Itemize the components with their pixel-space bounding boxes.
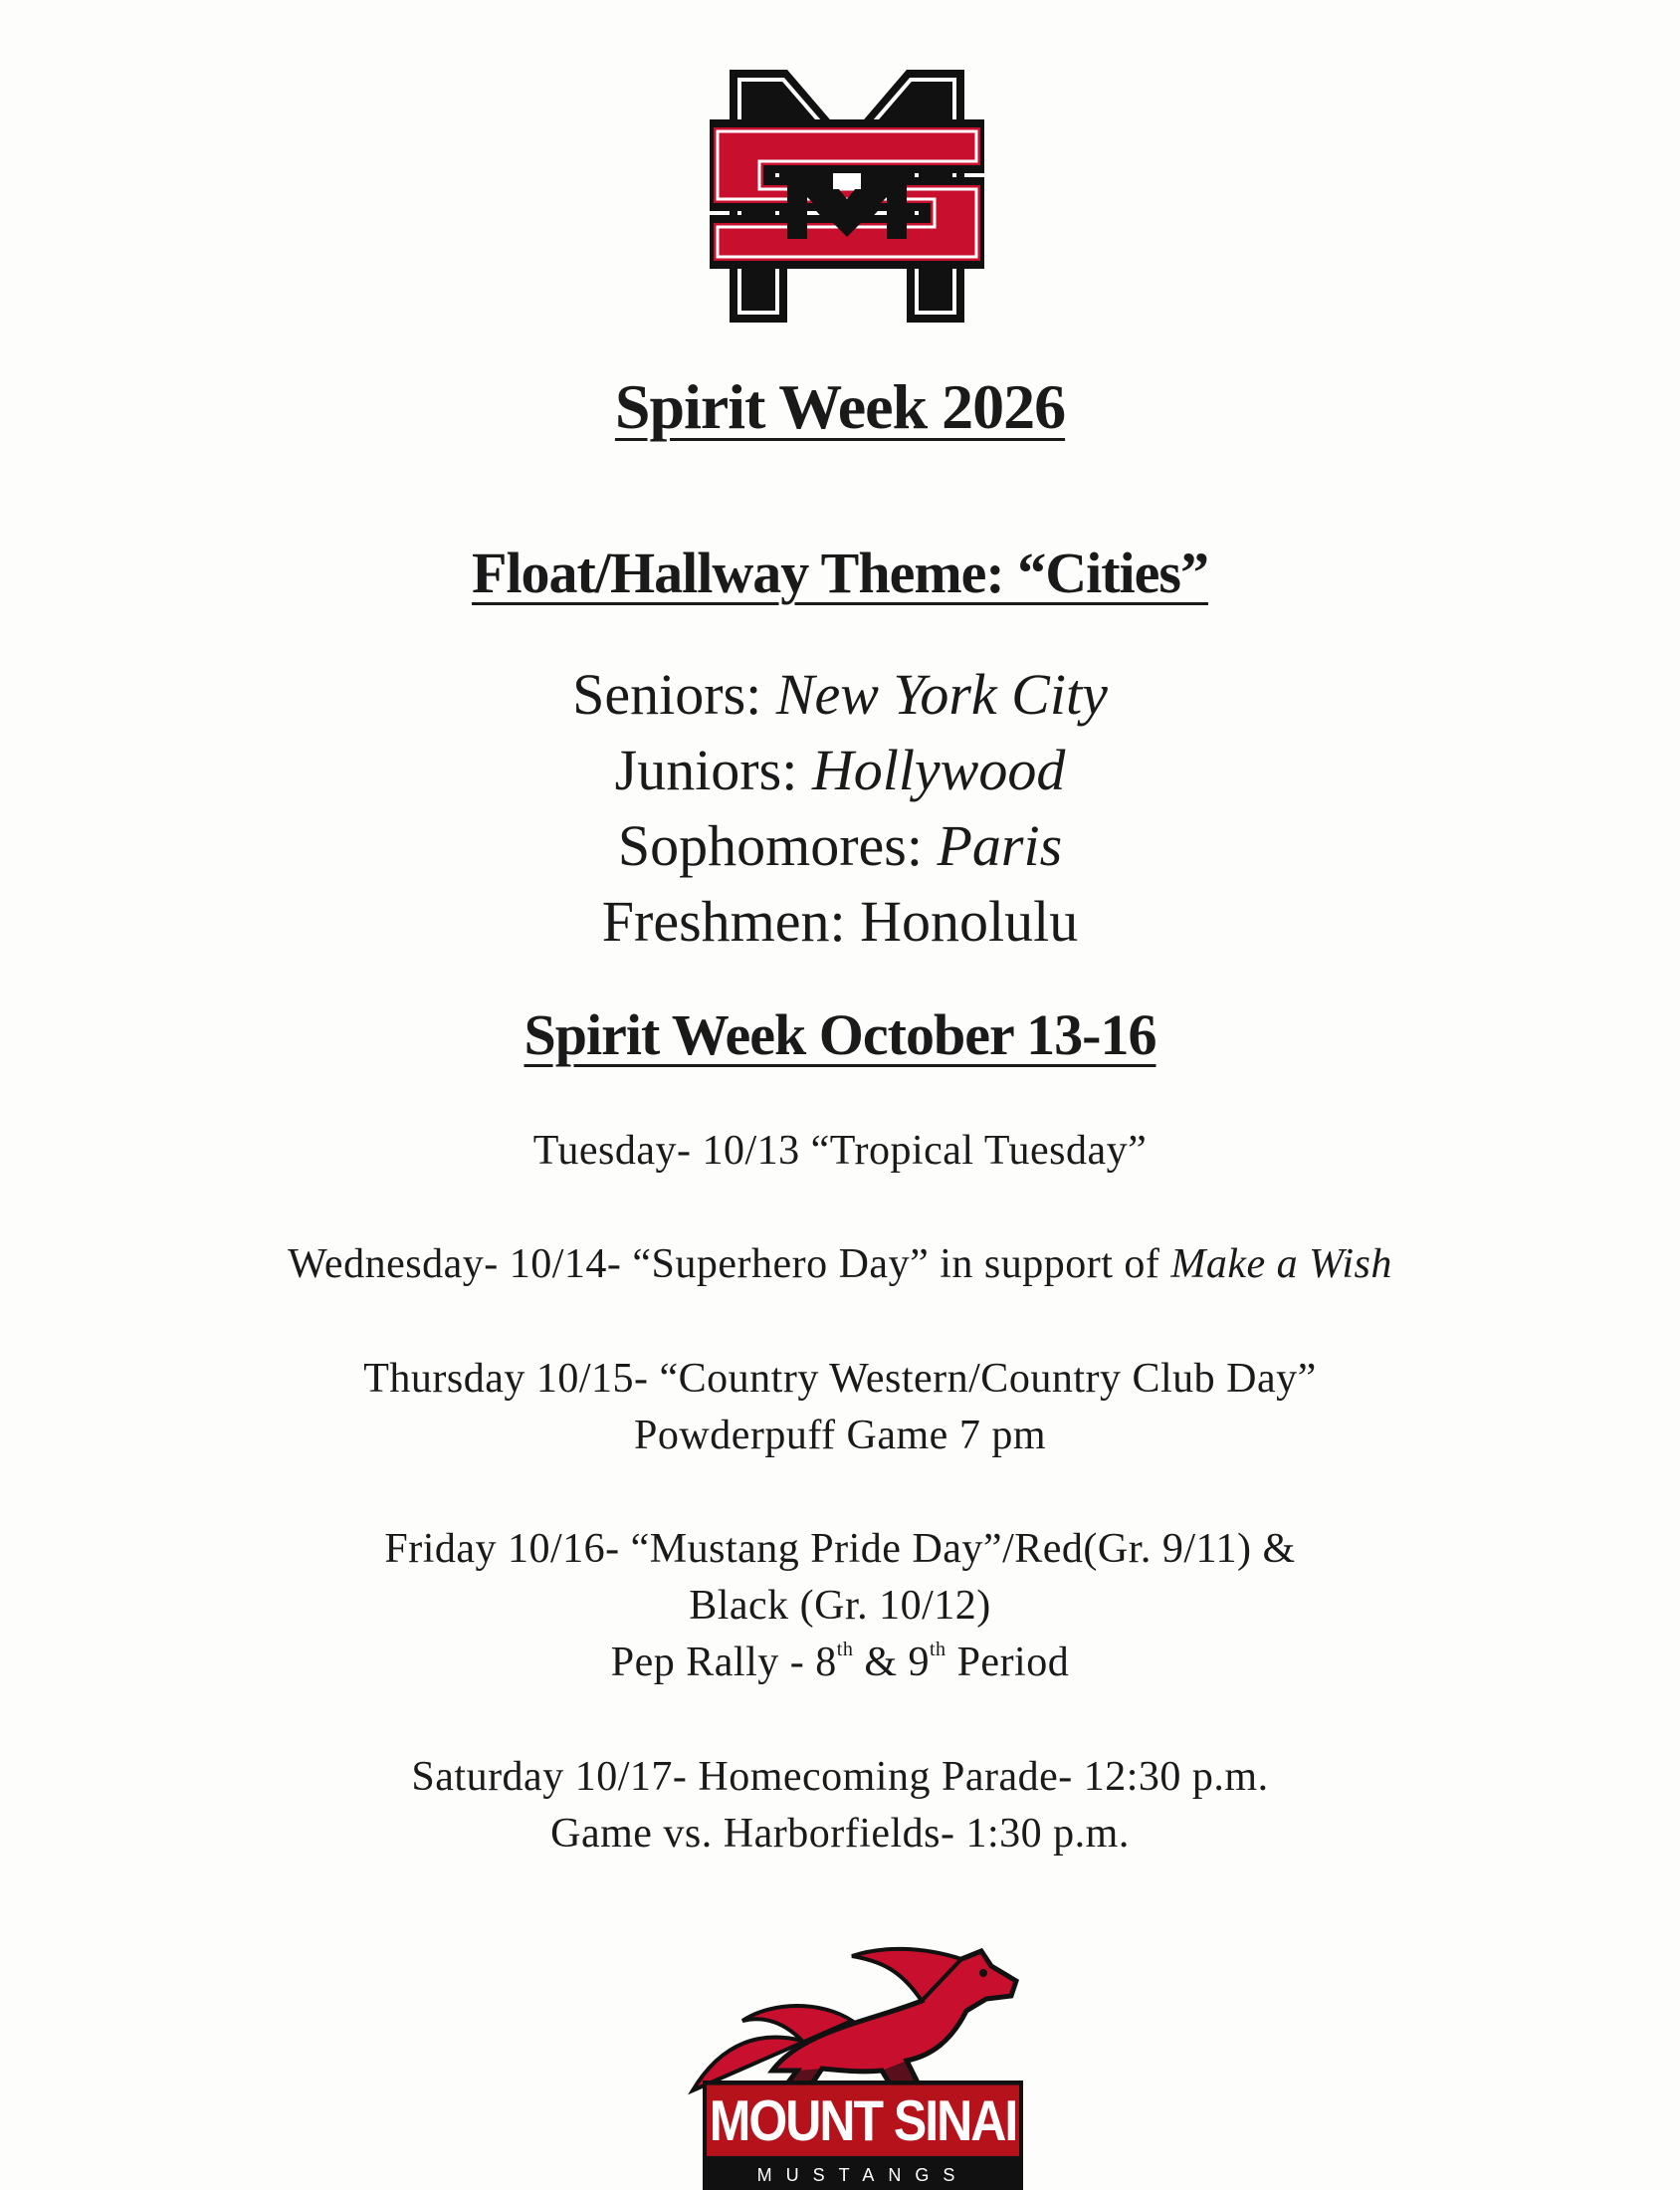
theme-heading: Float/Hallway Theme: “Cities” — [472, 541, 1208, 605]
schedule-wednesday — [0, 1236, 1680, 1293]
schedule-saturday — [0, 1749, 1680, 1862]
schedule-tuesday — [0, 1123, 1680, 1180]
schedule-line: Black (Gr. 10/12) — [689, 1583, 991, 1629]
dates-heading: Spirit Week October 13-16 — [524, 1002, 1156, 1067]
schedule-line: Game vs. Harborfields- 1:30 p.m. — [550, 1811, 1130, 1857]
schedule-thursday — [0, 1351, 1680, 1464]
schedule-friday — [0, 1521, 1680, 1691]
class-themes-list — [0, 657, 1680, 960]
class-theme-juniors: Juniors: Hollywood — [614, 738, 1066, 802]
ms-monogram-logo — [710, 70, 984, 323]
schedule-line: Saturday 10/17- Homecoming Parade- 12:30 p.m. — [411, 1754, 1269, 1800]
class-theme-sophomores: Sophomores: Paris — [617, 813, 1063, 878]
schedule-line: Thursday 10/15- “Country Western/Country Club Day” — [363, 1356, 1317, 1402]
schedule-line: Powderpuff Game 7 pm — [634, 1413, 1046, 1458]
schedule-line: Pep Rally - 8th & 9th Period — [610, 1639, 1070, 1685]
schedule-line: Friday 10/16- “Mustang Pride Day”/Red(Gr. 9/11) & — [384, 1526, 1296, 1572]
class-theme-seniors: Seniors: New York City — [572, 662, 1108, 727]
class-theme-freshmen: Freshmen: Honolulu — [601, 889, 1079, 954]
mustangs-subtext: MUSTANGS — [703, 2160, 1023, 2190]
schedule-line: Wednesday- 10/14- “Superhero Day” in support of Make a Wish — [288, 1241, 1392, 1287]
page-title: Spirit Week 2026 — [614, 371, 1066, 442]
schedule-line: Tuesday- 10/13 “Tropical Tuesday” — [532, 1128, 1148, 1174]
mount-sinai-wordmark: MOUNT SINAI — [703, 2080, 1023, 2161]
